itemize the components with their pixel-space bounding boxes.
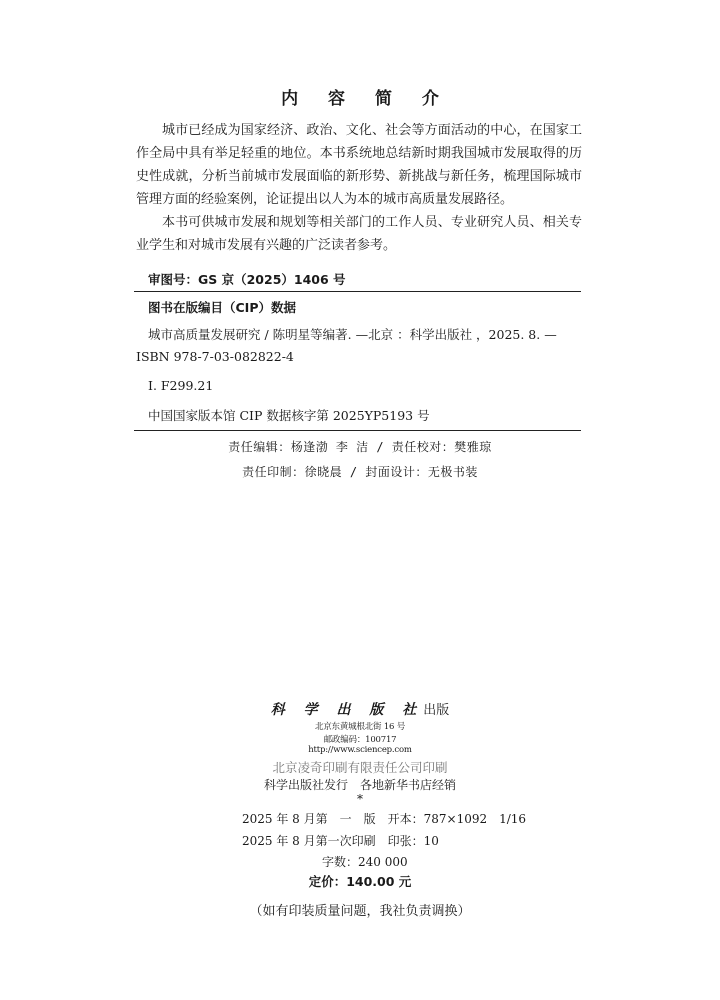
price: 定价：140.00 元 [308,874,412,889]
cip-data-number: 中国国家版本馆 CIP 数据核字第 2025YP5193 号 [148,408,430,423]
word-count: 字数：240 000 [322,855,408,869]
publisher-line [0,699,720,719]
intro-paragraph-2: 本书可供城市发展和规划等相关部门的工作人员、专业研究人员、相关专业学生和对城市发展有兴趣的广泛读者参考。 [136,215,582,253]
divider-bottom [134,430,581,431]
cip-isbn: ISBN 978-7-03-082822-4 [136,349,294,364]
publisher-suffix: 出版 [423,703,450,718]
cip-classification: Ⅰ. F299.21 [148,378,214,393]
production-credits: 责任印制：徐晓晨 / 封面设计：无极书装 [242,465,478,479]
printing-line: 2025 年 8 月第一次印刷 印张：10 [242,834,439,848]
separator-star: * [357,792,363,806]
page-title: 内 容 简 介 [281,89,451,109]
divider-top [134,291,581,292]
quality-notice: （如有印装质量问题，我社负责调换） [249,904,471,919]
distribution-line: 科学出版社发行 各地新华书店经销 [263,778,456,792]
editor-credits: 责任编辑：杨逢渤 李 洁 / 责任校对：樊雅琼 [228,440,492,454]
publisher-name: 科 学 出 版 社 [270,702,424,718]
postal-code: 邮政编码：100717 [323,735,397,745]
publisher-website: http://www.sciencep.com [308,745,412,755]
cip-heading: 图书在版编目（CIP）数据 [148,300,296,315]
cip-description [136,324,582,368]
introduction [136,119,582,257]
printer-line: 北京凌奇印刷有限责任公司印刷 [272,760,448,775]
intro-paragraph-1: 城市已经成为国家经济、政治、文化、社会等方面活动的中心，在国家工作全局中具有举足轻重的地位。本书系统地总结新时期我国城市发展取得的历史性成就，分析当前城市发展面临的新形势、新挑战与新任务，梳理国际城市管理方面的经验案例，论证提出以人为本的城市高质量发展路径。 [136,123,582,207]
publisher-address: 北京东黄城根北街 16 号 [314,722,406,732]
cip-line-1: 城市高质量发展研究 / 陈明星等编著. —北京 ：科学出版社 ，2025. 8. — [148,327,557,342]
edition-line: 2025 年 8 月第 一 版 开本：787×1092 1/16 [242,812,527,826]
map-approval-number: 审图号：GS 京（2025）1406 号 [148,272,346,287]
